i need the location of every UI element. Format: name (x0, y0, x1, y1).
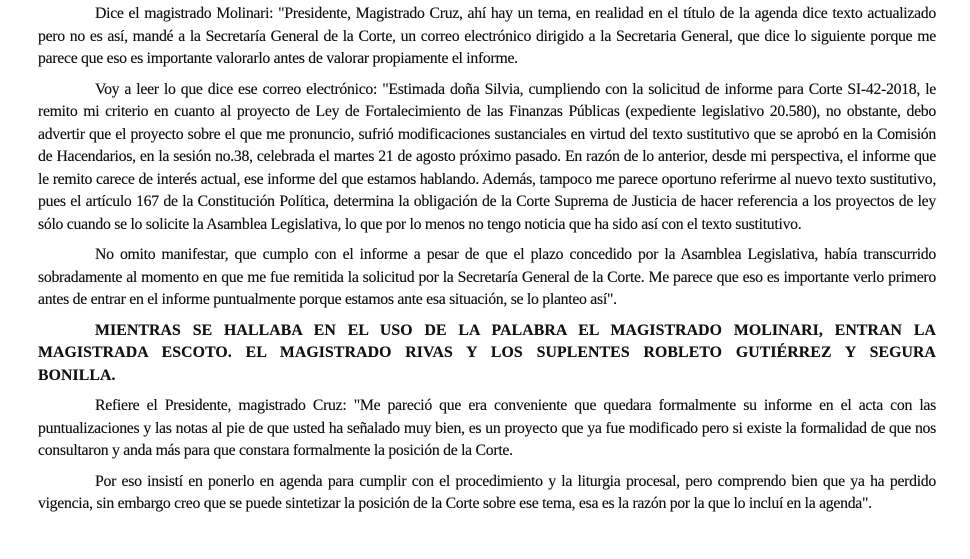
paragraph-correo-electronico: Voy a leer lo que dice ese correo electrónico: "Estimada doña Silvia, cumpliendo con la solicitud de informe para Corte SI-42-2018, le remito mi criterio en cuanto al proyecto de Ley de Fortalecimiento de las Finanzas Públicas (expediente legislativo 20.580), no obstante, debo advertir que el proyecto sobre el que me pronuncio, sufrió modificaciones sustanciales en virtud del texto sustitutivo que se aprobó en la Comisión de Hacendarios, en la sesión no.38, celebrada el martes 21 de agosto próximo pasado. En razón de lo anterior, desde mi perspectiva, el informe que le remito carece de interés actual, ese informe del que estamos hablando. Además, tampoco me parece oportuno referirme al nuevo texto sustitutivo, pues el artículo 167 de la Constitución Política, determina la obligación de la Corte Suprema de Justicia de hacer referencia a los proyectos de ley sólo cuando se lo solicite la Asamblea Legislativa, lo que por lo menos no tengo noticia que ha sido así con el texto sustitutivo. (38, 80, 936, 233)
paragraph-por-eso-insisti: Por eso insistí en ponerlo en agenda para cumplir con el procedimiento y la liturgia procesal, pero comprendo bien que ya ha perdido vigencia, sin embargo creo que se puede sintetizar la posición de la Corte sobre ese tema, esa es la razón por la que lo incluí en la agenda". (38, 472, 936, 512)
paragraph-refiere-presidente-cruz: Refiere el Presidente, magistrado Cruz: "Me pareció que era conveniente que quedara formalmente su informe en el acta con las puntualizaciones y las notas al pie de que usted ha señalado muy bien, es un proyecto que ya fue modificado pero si existe la formalidad de que nos consultaron y anda más para que constara formalmente la posición de la Corte. (38, 397, 936, 459)
paragraph-molinari-intro: Dice el magistrado Molinari: "Presidente, Magistrado Cruz, ahí hay un tema, en realidad en el título de la agenda dice texto actualizado pero no es así, mandé a la Secretaría General de la Corte, un correo electrónico dirigido a la Secretaria General, que dice lo siguiente porque me parece que eso es importante valorarlo antes de valorar propiamente el informe. (38, 5, 936, 67)
paragraph-entran-magistrados-bold: MIENTRAS SE HALLABA EN EL USO DE LA PALABRA EL MAGISTRADO MOLINARI, ENTRAN LA MAGISTRADA ESCOTO. EL MAGISTRADO RIVAS Y LOS SUPLENTES ROBLETO GUTIÉRREZ Y SEGURA BONILLA. (38, 321, 936, 384)
paragraph-no-omito-manifestar: No omito manifestar, que cumplo con el informe a pesar de que el plazo concedido por la Asamblea Legislativa, había transcurrido sobradamente al momento en que me fue remitida la solicitud por la Secretaría General de la Corte. Me parece que eso es importante verlo primero antes de entrar en el informe puntualmente porque estamos ante esa situación, se lo planteo así". (38, 246, 936, 308)
